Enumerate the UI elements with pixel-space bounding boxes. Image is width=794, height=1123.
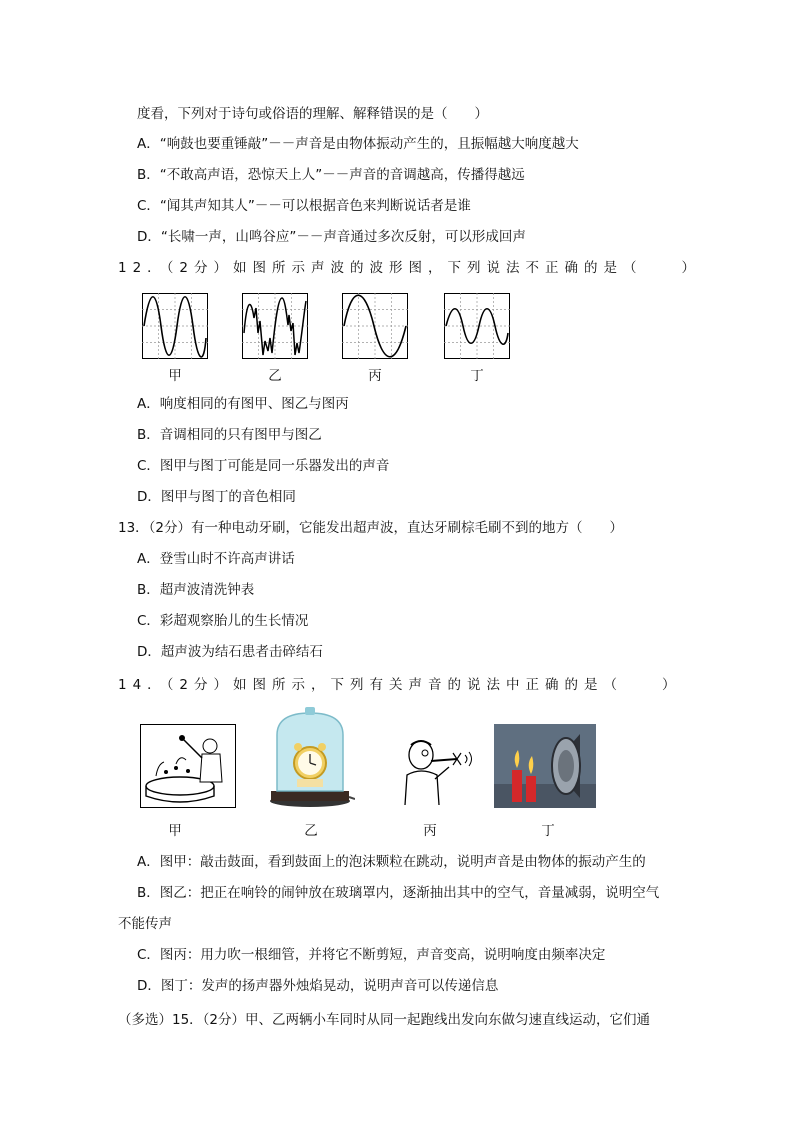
q14-option-b: B．图乙：把正在响铃的闹钟放在玻璃罩内，逐渐抽出其中的空气，音量减弱，说明空气 bbox=[137, 885, 660, 901]
blowing-tube-figure bbox=[395, 735, 475, 807]
q12-stem: 12．（2分）如图所示声波的波形图，下列说法不正确的是（ ） bbox=[118, 260, 702, 276]
drum-figure bbox=[140, 724, 236, 808]
waveform-ding bbox=[444, 293, 510, 359]
q14-option-a: A．图甲：敲击鼓面，看到鼓面上的泡沫颗粒在跳动，说明声音是由物体的振动产生的 bbox=[137, 854, 646, 870]
bell-jar-figure bbox=[265, 705, 355, 809]
q13-option-b: B．超声波清洗钟表 bbox=[137, 582, 255, 598]
q15-stem: （多选）15．（2分）甲、乙两辆小车同时从同一起跑线出发向东做匀速直线运动，它们通 bbox=[118, 1012, 651, 1028]
figure-caption-yi: 乙 bbox=[304, 823, 318, 839]
q11-option-c: C．“闻其声知其人”－－可以根据音色来判断说话者是谁 bbox=[137, 198, 471, 214]
q12-option-d: D．图甲与图丁的音色相同 bbox=[137, 489, 296, 505]
waveform-jia bbox=[142, 293, 208, 359]
q12-option-a: A．响度相同的有图甲、图乙与图丙 bbox=[137, 396, 349, 412]
waveform-yi bbox=[242, 293, 308, 359]
q11-stem-continuation: 度看，下列对于诗句或俗语的理解、解释错误的是（ ） bbox=[137, 106, 488, 122]
q13-option-d: D．超声波为结石患者击碎结石 bbox=[137, 644, 323, 660]
q11-option-a: A．“响鼓也要重锤敲”－－声音是由物体振动产生的，且振幅越大响度越大 bbox=[137, 136, 579, 152]
q12-option-b: B．音调相同的只有图甲与图乙 bbox=[137, 427, 322, 443]
figure-caption-bing: 丙 bbox=[423, 823, 437, 839]
q14-stem: 14．（2分）如图所示，下列有关声音的说法中正确的是（ ） bbox=[118, 677, 682, 693]
q11-option-d: D．“长啸一声，山鸣谷应”－－声音通过多次反射，可以形成回声 bbox=[137, 229, 526, 245]
q14-option-c: C．图丙：用力吹一根细管，并将它不断剪短，声音变高，说明响度由频率决定 bbox=[137, 947, 606, 963]
speaker-candle-figure bbox=[494, 724, 596, 808]
waveform-caption-yi: 乙 bbox=[268, 368, 282, 384]
q12-option-c: C．图甲与图丁可能是同一乐器发出的声音 bbox=[137, 458, 390, 474]
waveform-caption-jia: 甲 bbox=[168, 368, 182, 384]
waveform-caption-ding: 丁 bbox=[470, 368, 484, 384]
q13-stem: 13．（2分）有一种电动牙刷，它能发出超声波，直达牙刷棕毛刷不到的地方（ ） bbox=[118, 520, 624, 536]
q14-option-b-continuation: 不能传声 bbox=[118, 916, 172, 932]
figure-caption-ding: 丁 bbox=[541, 823, 555, 839]
q14-option-d: D．图丁：发声的扬声器外烛焰晃动，说明声音可以传递信息 bbox=[137, 978, 499, 994]
figure-caption-jia: 甲 bbox=[168, 823, 182, 839]
q13-option-a: A．登雪山时不许高声讲话 bbox=[137, 551, 295, 567]
waveform-bing bbox=[342, 293, 408, 359]
q13-option-c: C．彩超观察胎儿的生长情况 bbox=[137, 613, 309, 629]
q11-option-b: B．“不敢高声语，恐惊天上人”－－声音的音调越高，传播得越远 bbox=[137, 167, 525, 183]
waveform-caption-bing: 丙 bbox=[368, 368, 382, 384]
